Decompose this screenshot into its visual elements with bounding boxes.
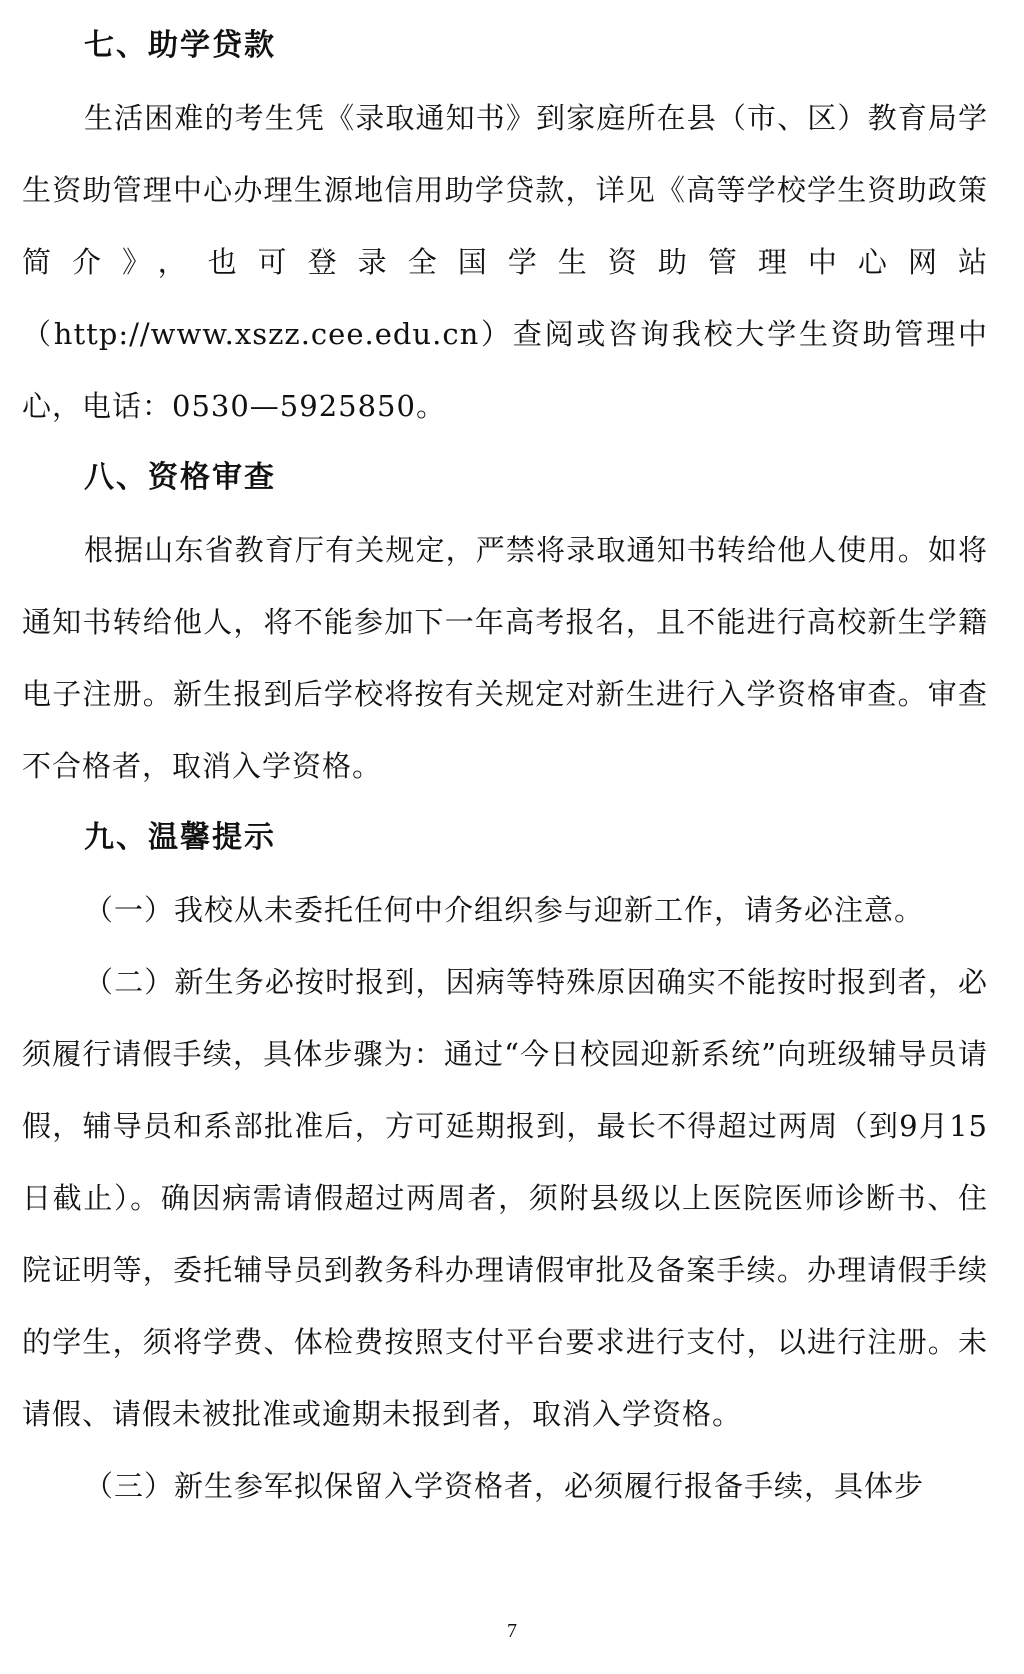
- section-heading-qualification-review: 八、资格审查: [84, 460, 276, 495]
- paragraph-student-loan: 生活困难的考生凭《录取通知书》到家庭所在县（市、区）教育局学生资助管理中心办理生源地信用助学贷款，详见《高等学校学生资助政策简介》，也可登录全国学生资助管理中心网站（http://www.xszz.cee.edu.cn）查阅或咨询我校大学生资助管理中心，电话：0530—5925850。: [22, 101, 988, 423]
- document-page: [22, 10, 988, 1522]
- section-heading-student-loan: 七、助学贷款: [84, 28, 276, 63]
- paragraph-reminder-1: （一）我校从未委托任何中介组织参与迎新工作，请务必注意。: [84, 893, 925, 927]
- paragraph-reminder-2: （二）新生务必按时报到，因病等特殊原因确实不能按时报到者，必须履行请假手续，具体步骤为：通过“今日校园迎新系统”向班级辅导员请假，辅导员和系部批准后，方可延期报到，最长不得超过两周（到9月15日截止）。确因病需请假超过两周者，须附县级以上医院医师诊断书、住院证明等，委托辅导员到教务科办理请假审批及备案手续。办理请假手续的学生，须将学费、体检费按照支付平台要求进行支付，以进行注册。未请假、请假未被批准或逾期未报到者，取消入学资格。: [22, 965, 988, 1431]
- page-number: 7: [507, 1620, 517, 1642]
- paragraph-qualification-review: 根据山东省教育厅有关规定，严禁将录取通知书转给他人使用。如将通知书转给他人，将不能参加下一年高考报名，且不能进行高校新生学籍电子注册。新生报到后学校将按有关规定对新生进行入学资格审查。审查不合格者，取消入学资格。: [22, 533, 988, 783]
- section-heading-friendly-reminder: 九、温馨提示: [84, 820, 276, 855]
- paragraph-reminder-3: （三）新生参军拟保留入学资格者，必须履行报备手续，具体步: [84, 1469, 925, 1503]
